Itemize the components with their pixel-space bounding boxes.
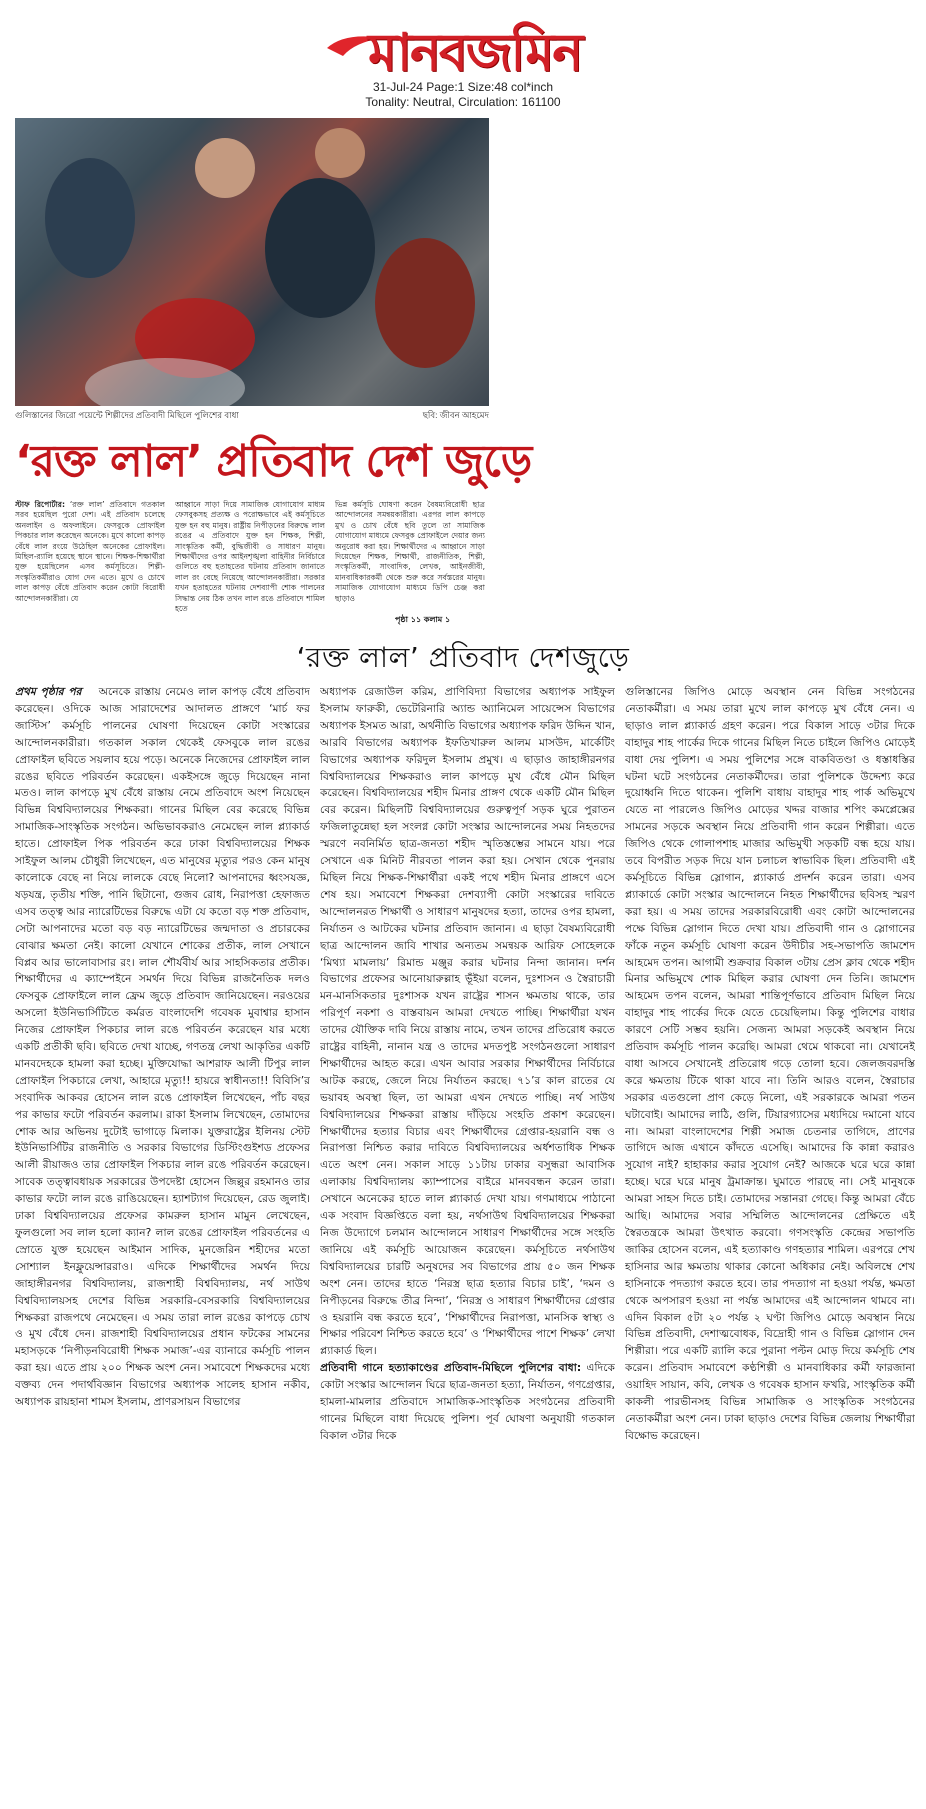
lead-column-1 (15, 500, 165, 620)
clipping-meta (0, 80, 926, 110)
photo-caption-row (15, 409, 489, 423)
photo-credit: ছবি: জীবন আহমেদ (422, 410, 489, 420)
article-column-1 (15, 684, 310, 1794)
article-column-3 (625, 684, 915, 1794)
lead-column-2 (175, 500, 325, 620)
lead-text-3: ভিন্ন কর্মসূচি ঘোষণা করেন বৈষম্যবিরোধী ছাত্র আন্দোলনের সমন্বয়কারীরা। এরপর লাল কাপড়ে মুখ ও চোখ বেঁধে ছবি তুলে তা সামাজিক যোগাযোগ মাধ্যমে ফেসবুক প্রোফাইলে দেয়ার জন্য অনুরোধ করা হয়। শিক্ষার্থীদের এ আহ্বানে সাড়া দিয়েছেন শিক্ষক, শিক্ষার্থী, রাজনীতিক, শিল্পী, সংস্কৃতিকর্মী, সাংবাদিক, লেখক, আইনজীবী, মানবাধিকারকর্মী থেকে শুরু করে সর্বস্তরের মানুষ। সামাজিক যোগাযোগ মাধ্যমে ডিপি চেঞ্জ করা ছাড়াও (335, 500, 485, 603)
continuation-headline: ‘রক্ত লাল’ প্রতিবাদ দেশজুড়ে (296, 641, 630, 674)
meta-date-page: 31-Jul-24 Page:1 Size:48 col*inch (372, 80, 554, 94)
news-photo (15, 118, 489, 406)
photo-caption: গুলিস্তানের জিরো পয়েন্টে শিল্পীদের প্রতিবাদী মিছিলে পুলিশের বাধা (15, 410, 239, 420)
masthead (0, 8, 926, 83)
lead-text-1: ‘রক্ত লাল’ প্রতিবাদে গতকাল সরব হয়েছিল পুরো দেশ। এই প্রতিবাদ চলেছে অনলাইন ও অফলাইনে। ফেসবুকে প্রোফাইল পিকচার লাল করেছেন অনেকে। মুখে কালো কাপড় বেঁধে লাল রংয়ে উঠেছিল অনেকের প্রোফাইল। মিছিল-র‌্যালি হয়েছে স্থানে স্থানে। শিক্ষক-শিক্ষার্থীরা যুক্ত হয়েছিলেন এসব কর্মসূচিতে। শিল্পী-সংস্কৃতিকর্মীরাও যোগ দেন এতে। মুখে ও চোখে লাল কাপড় বেঁধে প্রতিবাদ করেন কোটা বিরোধী আন্দোলনকারীরা। যে (15, 500, 165, 603)
lead-text-2: আহ্বানে সাড়া দিয়ে সামাজিক যোগাযোগ মাধ্যম ফেসবুকসহ প্রত্যক্ষ ও পরোক্ষভাবে এই কর্মসূচিতে যুক্ত হন বহু মানুষ। রাষ্ট্রীয় নিপীড়নের বিরুদ্ধে লাল রঙের এ প্রতিবাদে যুক্ত হন শিক্ষক, শিল্পী, সাংস্কৃতিক কর্মী, বুদ্ধিজীবী ও সাধারণ মানুষ। শিক্ষার্থীদের ওপর আইনশৃঙ্খলা বাহিনীর নির্বিচারে গুলিতে বহু হতাহতের ঘটনায় প্রতিবাদ জানাতে লাল রং বেছে নিয়েছে আন্দোলনকারীরা। সরকার যখন হতাহতের ঘটনায় দেশব্যাপী শোক পালনের সিদ্ধান্ত নেয় ঠিক তখন লাল রঙে প্রতিবাদে শামিল হতে (175, 500, 325, 614)
continued-kicker: প্রথম পৃষ্ঠার পর (15, 685, 82, 698)
article-text-3: গুলিস্তানের জিপিও মোড়ে অবস্থান নেন বিভিন্ন সংগঠনের নেতাকর্মীরা। এ সময় তারা মুখে লাল কাপড়ে মুখ বেঁধে নেন। এ ছাড়াও লাল প্ল্যাকার্ড গ্রহণ করেন। পরে বিকাল সাড়ে ৩টার দিকে বাহাদুর শাহ পার্কের দিকে গানের মিছিল নিতে চাইলে জিপিও মোড়েই বাধা দেয় পুলিশ। এ সময় পুলিশের সঙ্গে বাকবিতণ্ডা ও ধস্তাধস্তির ঘটনা ঘটে সংগঠনের নেতাকর্মীদের। তারা পুলিশকে উদ্দেশ্য করে দুয়োধ্বনি দিতে থাকেন। পুলিশি বাধায় বাহাদুর শাহ পার্ক অভিমুখে যেতে না পারলেও জিপিও মোড়ের খদ্দর বাজার শপিং কমপ্লেক্সের সামনের সড়কে অবস্থান নিয়ে প্রতিবাদী গান করেন শিল্পীরা। এতে জিপিও থেকে গোলাপশাহ মাজার অভিমুখী সড়কটি বন্ধ হয়ে যায়। তবে বিপরীত সড়ক দিয়ে যান চলাচল স্বাভাবিক ছিল। প্রতিবাদী এই কর্মসূচিতে বিভিন্ন স্লোগান, প্ল্যাকার্ড প্রদর্শন করেন তারা। এসব প্ল্যাকার্ডে কোটা সংস্কার আন্দোলনে নিহত শিক্ষার্থীদের ছবিসহ স্মরণ করা হয়। এ সময় তাদের সরকারবিরোধী এবং কোটা আন্দোলনের পক্ষে বিভিন্ন স্লোগান দিতে দেখা যায়। প্রতিবাদী গান ও স্লোগানের ফাঁকে নতুন কর্মসূচি ঘোষণা করেন উদীচীর সহ-সভাপতি জামশেদ আহমেদ তপন। আগামী শুক্রবার বিকাল ৩টায় প্রেস ক্লাব থেকে শহীদ মিনার অভিমুখে শোক মিছিল করার ঘোষণা দেন তিনি। জামশেদ আহমেদ তপন বলেন, আমরা শান্তিপূর্ণভাবে প্রতিবাদ মিছিল নিয়ে বাহাদুর শাহ পার্কের দিকে যেতে চেয়েছিলাম। কিন্তু পুলিশের বাধার কারণে সেটি সম্ভব হয়নি। সেজন্য আমরা সড়কেই অবস্থান নিয়ে প্রতিবাদ কর্মসূচি পালন করেছি। আমরা থেমে থাকবো না। যেখানেই বাধা আসবে সেখানেই প্রতিরোধ গড়ে তোলা হবে। জেলজবরদস্তি করে ক্ষমতায় টিকে থাকা যাবে না। তিনি আরও বলেন, স্বৈরাচার সরকার এতগুলো প্রাণ কেড়ে নিলো, এই সরকারকে আমরা পতন ঘটাবোই। আমাদের লাঠি, গুলি, টিয়ারগ্যাসের মধ্যদিয়ে দমানো যাবে না। আমরা বাংলাদেশের শিল্পী সমাজ চেতনার তাগিদে, প্রাণের তাগিদে আজ এখানে কাঁদতে এসেছি। আমাদের কি কান্না করারও সুযোগ নাই? হাহাকার করার সুযোগ নেই? আজকে ঘরে ঘরে কান্না হচ্ছে। ঘরে ঘরে মানুষ ট্রমাক্রান্ত। ঘুমাতে পারছে না। সেই মানুষকে আমরা সাহস দিতে চাই। তোমাদের সন্তানরা গেছে। কিন্তু আমরা বেঁচে আছি। আমাদের সবার সম্মিলিত আন্দোলনের প্রেক্ষিতে এই স্বৈরতন্ত্রকে আমরা উৎখাত করবো। গণসংস্কৃতি কেন্দ্রের সভাপতি জাকির হোসেন বলেন, এই হত্যাকাণ্ড গণহত্যার শামিল। এরপরে শেখ হাসিনার আর ক্ষমতায় থাকার কোনো অধিকার নেই। অবিলম্বে শেখ হাসিনাকে পদত্যাগ করতে হবে। তার পদত্যাগ না হওয়া পর্যন্ত, ক্ষমতা থেকে অপসারণ হওয়া না পর্যন্ত আমাদের এই আন্দোলন থামবে না। এদিন বিকাল ৫টা ২০ পর্যন্ত ২ ঘণ্টা জিপিও মোড়ে অবস্থান নিয়ে বিভিন্ন প্রতিবাদী, দেশাত্মবোধক, বিদ্রোহী গান ও বিভিন্ন স্লোগান দেন শিল্পীরা। পরে একটি র‌্যালি করে পুরানা পল্টন মোড় দিয়ে কর্মসূচি শেষ করেন। প্রতিবাদ সমাবেশে কণ্ঠশিল্পী ও মানবাধিকার কর্মী ফারজানা ওয়াহিদ সায়ান, কবি, লেখক ও গবেষক হাসান ফখরি, সাংস্কৃতিক কর্মী কাকলী পারভীনসহ বিভিন্ন সামাজিক ও সাংস্কৃতিক সংগঠনের নেতাকর্মীরা অংশ নেন। ঢাকা ছাড়াও দেশের বিভিন্ন জেলায় শিক্ষার্থীরা বিক্ষোভ করেছেন। (625, 685, 915, 1442)
front-headline: ‘রক্ত লাল’ প্রতিবাদ দেশ জুড়ে (15, 436, 532, 487)
meta-tonality: Tonality: Neutral, Circulation: 161100 (365, 95, 561, 109)
lead-column-3 (335, 500, 485, 610)
page-jump: পৃষ্ঠা ১১ কলাম ১ (395, 615, 451, 624)
article-subhead: প্রতিবাদী গানে হত্যাকাণ্ডের প্রতিবাদ-মিছিলে পুলিশের বাধা: (320, 1361, 582, 1375)
article-text-1: অনেকে রাস্তায় নেমেও লাল কাপড় বেঁধে প্রতিবাদ করেছেন। ওদিকে আজ সারাদেশের আদালত প্রাঙ্গণে ‘মার্চ ফর জাস্টিস’ কর্মসূচি পালনের ঘোষণা দিয়েছেন কোটা সংস্কারের আন্দোলনকারীরা। গতকাল সকাল থেকেই ফেসবুকে লাল রঙের প্রোফাইল ছবিতে সয়লাব হয়ে পড়ে। অনেকে নিজেদের প্রোফাইল লাল রঙের ছবিতে পরিবর্তন করেছেন। একইসঙ্গে জুড়ে দিয়েছেন নানা মতও। লাল কাপড়ে মুখ বেঁধে রাস্তায় নেমে প্রতিবাদে অংশ নিয়েছেন বিভিন্ন বিশ্ববিদ্যালয়ের শিক্ষকরা। গানের মিছিল বের করেছে বিভিন্ন সামাজিক-সাংস্কৃতিক সংগঠন। অভিভাবকরাও নেমেছেন লাল প্ল্যাকার্ড হাতে। প্রোফাইল পিক পরিবর্তন করে ঢাকা বিশ্ববিদ্যালয়ের শিক্ষক সাইফুল আলম চৌধুরী লিখেছেন, এত মানুষের মৃত্যুর পরও কেন মানুষ কালোকে বেছে না নিয়ে লালকে বেছে নিলো? আপনাদের ধ্বংসযজ্ঞ, ষড়যন্ত্র, তৃতীয় শক্তি, পানি ছিটানো, গুজব রোধ, নিরাপত্তা হেফাজত এসব তত্ত্ব আর ন্যারেটিভের বিরুদ্ধে এটা যে কতো বড় শক্ত প্রতিবাদ, সেটা আপনাদের মতো বড় বড় ন্যারেটিভের জন্মদাতা ও প্রচারকের বোঝার ক্ষমতা নেই। কালো যেখানে শোকের প্রতীক, লাল সেখানে বিপ্লব আর ভালোবাসার রং। লাল শৌর্যবীর্য আর সাহসিকতার প্রতীক। শিক্ষার্থীদের এ ক্যাম্পেইনে সমর্থন দিয়ে বিভিন্ন রাজনৈতিক দলও ফেসবুক প্রোফাইলে লাল ফ্রেম জুড়ে প্রতিবাদ জানিয়েছেন। নরওয়ের অসলো ইউনিভার্সিটিতে কর্মরত বাংলাদেশি গবেষক মুবাশ্বার হাসান নিজের প্রোফাইল পিকচার লাল রঙে পরিবর্তন করেছেন যার মধ্যে একটি প্রতীকী ছবি। ছবিতে দেখা যাচ্ছে, গণতন্ত্র লেখা আকৃতির একটি মানবদেহকে হামলা করা হচ্ছে। মুক্তিযোদ্ধা আশরাফ আলী টিপুর লাল প্রোফাইল পিকচারে লেখা, আহারে মৃত্যু!! হায়রে স্বাধীনতা!! বিবিসি’র সংবাদিক আকবর হোসেন লাল রঙে প্রোফাইল লিখেছেন, পাঁচ বছর পর কাভার ফটো পরিবর্তন করলাম। রাকা ইসলাম লিখেছেন, তোমাদের শোক আর অভিনয় দুটোই ভাগাড়ে মিলাক। যুক্তরাষ্ট্রের ইলিনয় স্টেট ইউনিভার্সিটির রাজনীতি ও সরকার বিভাগের ডিস্টিংগুইশড প্রফেসর আলী রীয়াজও তার প্রোফাইল পিকচার লাল রঙে পরিবর্তন করেছেন। সাবেক তত্ত্বাবধায়ক সরকারের উপদেষ্টা হোসেন জিল্লুর রহমানও তার কাভার ফটো লাল রঙে রাঙিয়েছেন। হ্যাশট্যাগ দিয়েছেন, রেড জুলাই। ঢাকা বিশ্ববিদ্যালয়ের প্রফেসর কামরুল হাসান মামুন লেখেছেন, ফুলগুলো সব লাল হলো ক্যান? লাল রঙের প্রোফাইল পরিবর্তনের এ স্রোতে যুক্ত হয়েছেন আইমান সাদিক, মুনজেরিন শহীদের মতো সোশ্যাল ইনফ্লুয়েন্সাররাও। এদিকে শিক্ষার্থীদের সমর্থন দিয়ে জাহাঙ্গীরনগর বিশ্ববিদ্যালয়, রাজশাহী বিশ্ববিদ্যালয়, নর্থ সাউথ বিশ্ববিদ্যালয়সহ দেশের বিভিন্ন সরকারি-বেসরকারি বিশ্ববিদ্যালয়ের শিক্ষকরা রাজপথে নেমেছেন। এ সময় তারা লাল রঙের কাপড়ে চোখ ও মুখ বেঁধে দেন। রাজশাহী বিশ্ববিদ্যালয়ের প্রধান ফটকের সামনের মহাসড়কে ‘নিপীড়নবিরোধী শিক্ষক সমাজ’-এর ব্যানারে কর্মসূচি পালন করা হয়। এতে প্রায় ২০০ শিক্ষক অংশ নেন। সমাবেশে শিক্ষকদের মধ্যে বক্তব্য দেন পদার্থবিজ্ঞান বিভাগের অধ্যাপক সালেহ হাসান নকীব, অধ্যাপক রায়হানা শামস ইসলাম, প্রাণরসায়ন বিভাগের (15, 685, 310, 1409)
article-text-2-tail: এদিকে কোটা সংস্কার আন্দোলন ঘিরে ছাত্র-জনতা হত্যা, নির্যাতন, গণগ্রেপ্তার, হামলা-মামলার প্রতিবাদে সামাজিক-সাংস্কৃতিক সংগঠনের প্রতিবাদী গানের মিছিলে বাধা দিয়েছে পুলিশ। পূর্ব ঘোষণা অনুযায়ী গতকাল বিকাল ৩টার দিকে (320, 1361, 615, 1442)
newspaper-logo: মানবজমিন (368, 23, 582, 83)
byline: স্টাফ রিপোর্টার: (15, 500, 65, 509)
article-text-2: অধ্যাপক রেজাউল করিম, প্রাণিবিদ্যা বিভাগের অধ্যাপক সাইফুল ইসলাম ফারুকী, ভেটেরিনারি অ্যান্ড অ্যানিমেল সায়েন্সেস বিভাগের অধ্যাপক ইসমত আরা, অর্থনীতি বিভাগের অধ্যাপক ফরিদ উদ্দিন খান, আরবি বিভাগের অধ্যাপক ইফতিখারুল আলম মাসউদ, মার্কেটিং বিভাগের অধ্যাপক ফরিদুল ইসলাম প্রমুখ। এ ছাড়াও জাহাঙ্গীরনগর বিশ্ববিদ্যালয়ের শিক্ষকরাও লাল কাপড়ে মুখ বেঁধে মৌন মিছিল করেছেন। বিশ্ববিদ্যালয়ের শহীদ মিনার প্রাঙ্গণ থেকে একটি মৌন মিছিল বের করেন। মিছিলটি বিশ্ববিদ্যালয়ের গুরুত্বপূর্ণ সড়ক ঘুরে পুরাতন ফজিলাতুন্নেছা হল সংলগ্ন কোটা সংস্কার আন্দোলনের সময় নিহতদের স্মরণে নবনির্মিত ছাত্র-জনতা শহীদ স্মৃতিস্তম্ভের সামনে যায়। পরে সেখানে এক মিনিট নীরবতা পালন করা হয়। সেখান থেকে পুনরায় মিছিল নিয়ে শিক্ষক-শিক্ষার্থীরা একই পথে শহীদ মিনার প্রাঙ্গণে এসে শেষ হয়। সমাবেশে শিক্ষকরা দেশব্যাপী কোটা সংস্কারের দাবিতে আন্দোলনরত শিক্ষার্থী ও সাধারণ মানুষদের হত্যা, তাদের ওপর হামলা, নির্যাতন ও আটকের ঘটনার প্রতিবাদ জানান। এ ছাড়া বৈষম্যবিরোধী ছাত্র আন্দোলন জাবি শাখার অন্যতম সমন্বয়ক আরিফ সোহেলকে ‘মিথ্যা মামলায়’ রিমান্ড মঞ্জুর করার ঘটনার নিন্দা জানান। দর্শন বিভাগের প্রফেসর আনোয়ারুল্লাহ ভূঁইয়া বলেন, দুঃশাসন ও স্বৈরাচারী মন-মানসিকতার দুঃশাসক যখন রাষ্ট্রের শাসন ক্ষমতায় থাকে, তার পরিপূর্ণ নকশা ও বাস্তবায়ন আমরা দেখতে পাচ্ছি। শিক্ষার্থীরা যখন তাদের যৌক্তিক দাবি নিয়ে রাস্তায় নামে, তখন তাদের প্রতিরোধ করতে রাষ্ট্রের বাহিনী, নানান যন্ত্র ও তাদের মদতপুষ্ট সংগঠনগুলো সাধারণ শিক্ষার্থীদের আহত করে। এখন আবার সরকার শিক্ষার্থীদের নির্বিচারে আটক করছে, জেলে নিয়ে নির্যাতন করছে। ৭১’র কাল রাতের যে ভয়াবহ অবস্থা ছিল, তা আমরা এখন দেখতে পাচ্ছি। নর্থ সাউথ বিশ্ববিদ্যালয়ের শিক্ষকরা রাস্তায় দাঁড়িয়ে সংহতি প্রকাশ করেছেন। শিক্ষার্থীদের হত্যার বিচার এবং শিক্ষার্থীদের গ্রেপ্তার-হয়রানি বন্ধ ও নিরাপত্তা নিশ্চিত করার দাবিতে বিশ্ববিদ্যালয়ের অর্ধশতাধিক শিক্ষক এতে অংশ নেন। সকাল সাড়ে ১১টায় ঢাকার বসুন্ধরা আবাসিক এলাকায় বিশ্ববিদ্যালয় ক্যাম্পাসের বাইরে মানববন্ধন করেন তারা। সেখানে অনেকের হাতে লাল প্ল্যাকার্ড দেখা যায়। গণমাধ্যমে পাঠানো এক সংবাদ বিজ্ঞপ্তিতে বলা হয়, নর্থসাউথ বিশ্ববিদ্যালয়ের শিক্ষকরা নিজ উদ্যোগে চলমান আন্দোলনে সাধারণ শিক্ষার্থীদের সঙ্গে সংহতি জানিয়ে এই কর্মসূচি আয়োজন করেছেন। কর্মসূচিতে নর্থসাউথ বিশ্ববিদ্যালয়ের চারটি অনুষদের সব বিভাগের প্রায় ৫০ জন শিক্ষক অংশ নেন। তাদের হাতে ‘নিরস্ত্র ছাত্র হত্যার বিচার চাই’, ‘দমন ও নিপীড়নের বিরুদ্ধে তীব্র নিন্দা’, ‘নিরস্ত্র ও সাধারণ শিক্ষার্থীদের গ্রেপ্তার ও হয়রানি বন্ধ করতে হবে’, ‘শিক্ষার্থীদের নিরাপত্তা, মানসিক স্বাস্থ্য ও শিক্ষার পরিবেশ নিশ্চিত করতে হবে’ ও ‘শিক্ষার্থীদের পাশে শিক্ষক’ লেখা প্ল্যাকার্ড ছিল। (320, 685, 615, 1358)
article-column-2 (320, 684, 615, 1794)
